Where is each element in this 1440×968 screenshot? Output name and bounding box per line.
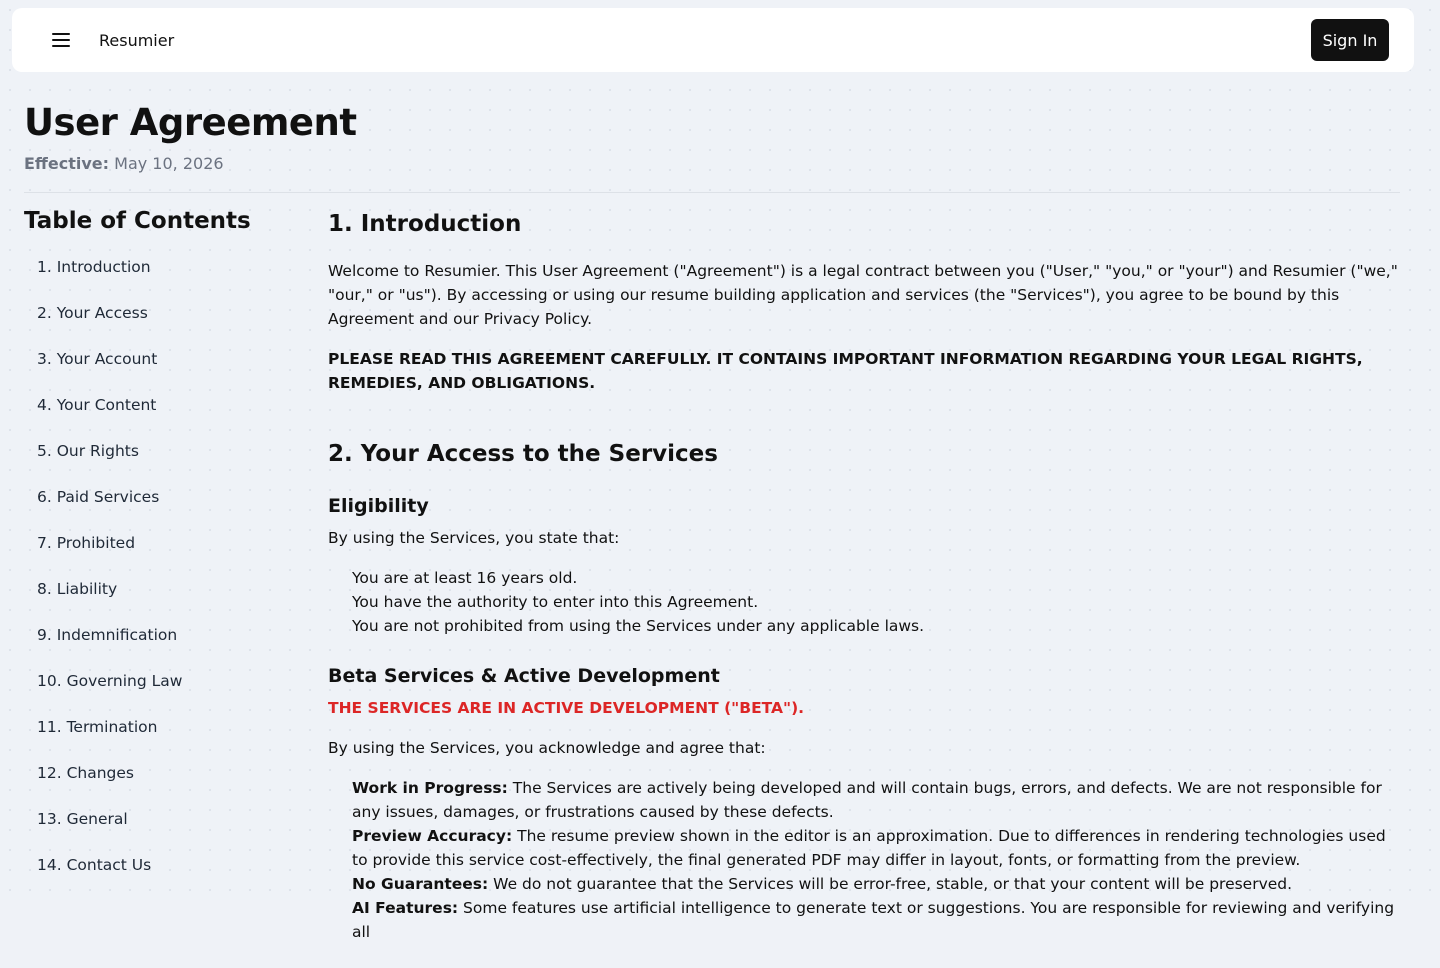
- list-item: You are not prohibited from using the Services under any applicable laws.: [352, 617, 925, 635]
- intro-paragraph: Welcome to Resumier. This User Agreement ("Agreement") is a legal contract between you ("User," "you," or "your") and Resumier ("we," "our," or "us"). By accessing or using our resume building application and services (the "Services"), you agree to be bound by this Agreement and our Privacy Policy.: [328, 262, 1398, 328]
- eligibility-list: [328, 566, 1400, 638]
- list-item-text: The Services are actively being developed and will contain bugs, errors, and defects. We are not responsible for any issues, damages, or frustrations caused by these defects.: [352, 779, 1382, 821]
- section-heading-introduction: 1. Introduction: [328, 211, 522, 237]
- beta-warning: THE SERVICES ARE IN ACTIVE DEVELOPMENT ("BETA").: [328, 699, 805, 717]
- effective-label: Effective:: [24, 154, 110, 173]
- agreement-content: [328, 208, 1400, 968]
- list-item: You have the authority to enter into this Agreement.: [352, 593, 759, 611]
- toc-item-changes[interactable]: 12. Changes: [37, 764, 134, 782]
- section-heading-access: 2. Your Access to the Services: [328, 441, 718, 467]
- list-item-label: Preview Accuracy:: [352, 827, 513, 845]
- toc-item-your-content[interactable]: 4. Your Content: [37, 396, 157, 414]
- list-item-text: Some features use artificial intelligence to generate text or suggestions. You are responsible for reviewing and verifying all: [352, 899, 1395, 941]
- toc-item-introduction[interactable]: 1. Introduction: [37, 258, 151, 276]
- hamburger-menu-icon[interactable]: [52, 33, 70, 47]
- toc-item-paid-services[interactable]: 6. Paid Services: [37, 488, 160, 506]
- brand: [52, 31, 174, 50]
- toc-item-termination[interactable]: 11. Termination: [37, 718, 158, 736]
- list-item-text: We do not guarantee that the Services will be error-free, stable, or that your content will be preserved.: [488, 875, 1293, 893]
- toc-item-prohibited[interactable]: 7. Prohibited: [37, 534, 136, 552]
- list-item: [352, 776, 1400, 824]
- sign-in-button[interactable]: Sign In: [1311, 19, 1389, 61]
- toc-item-liability[interactable]: 8. Liability: [37, 580, 118, 598]
- list-item-label: No Guarantees:: [352, 875, 489, 893]
- toc-item-our-rights[interactable]: 5. Our Rights: [37, 442, 139, 460]
- toc-title: Table of Contents: [24, 208, 251, 234]
- list-item: [352, 872, 1400, 896]
- effective-date: [24, 154, 224, 173]
- list-item: You are at least 16 years old.: [352, 569, 578, 587]
- toc-item-your-access[interactable]: 2. Your Access: [37, 304, 148, 322]
- toc-item-governing-law[interactable]: 10. Governing Law: [37, 672, 183, 690]
- app-name[interactable]: Resumier: [99, 30, 175, 50]
- page-title: User Agreement: [24, 101, 357, 144]
- list-item: [352, 824, 1400, 872]
- toc-item-indemnification[interactable]: 9. Indemnification: [37, 626, 178, 644]
- intro-notice: PLEASE READ THIS AGREEMENT CAREFULLY. IT CONTAINS IMPORTANT INFORMATION REGARDING YOUR LEGAL RIGHTS, REMEDIES, AND OBLIGATIONS.: [328, 350, 1363, 392]
- list-item-text: The resume preview shown in the editor is an approximation. Due to differences in rendering technologies used to provide this service cost-effectively, the final generated PDF may differ in layout, fonts, or formatting from the preview.: [352, 827, 1386, 869]
- toc-item-contact-us[interactable]: 14. Contact Us: [37, 856, 152, 874]
- subheading-beta: Beta Services & Active Development: [328, 665, 720, 687]
- eligibility-intro: By using the Services, you state that:: [328, 529, 620, 547]
- table-of-contents: [24, 208, 304, 900]
- toc-item-your-account[interactable]: 3. Your Account: [37, 350, 158, 368]
- top-navigation-bar: [12, 8, 1414, 72]
- list-item-label: AI Features:: [352, 899, 459, 917]
- divider: [24, 192, 1400, 193]
- toc-item-general[interactable]: 13. General: [37, 810, 128, 828]
- list-item: [352, 896, 1400, 944]
- effective-date-value: May 10, 2026: [114, 154, 224, 173]
- list-item-label: Work in Progress:: [352, 779, 508, 797]
- beta-list: [328, 776, 1400, 944]
- beta-intro: By using the Services, you acknowledge and agree that:: [328, 739, 766, 757]
- subheading-eligibility: Eligibility: [328, 495, 429, 517]
